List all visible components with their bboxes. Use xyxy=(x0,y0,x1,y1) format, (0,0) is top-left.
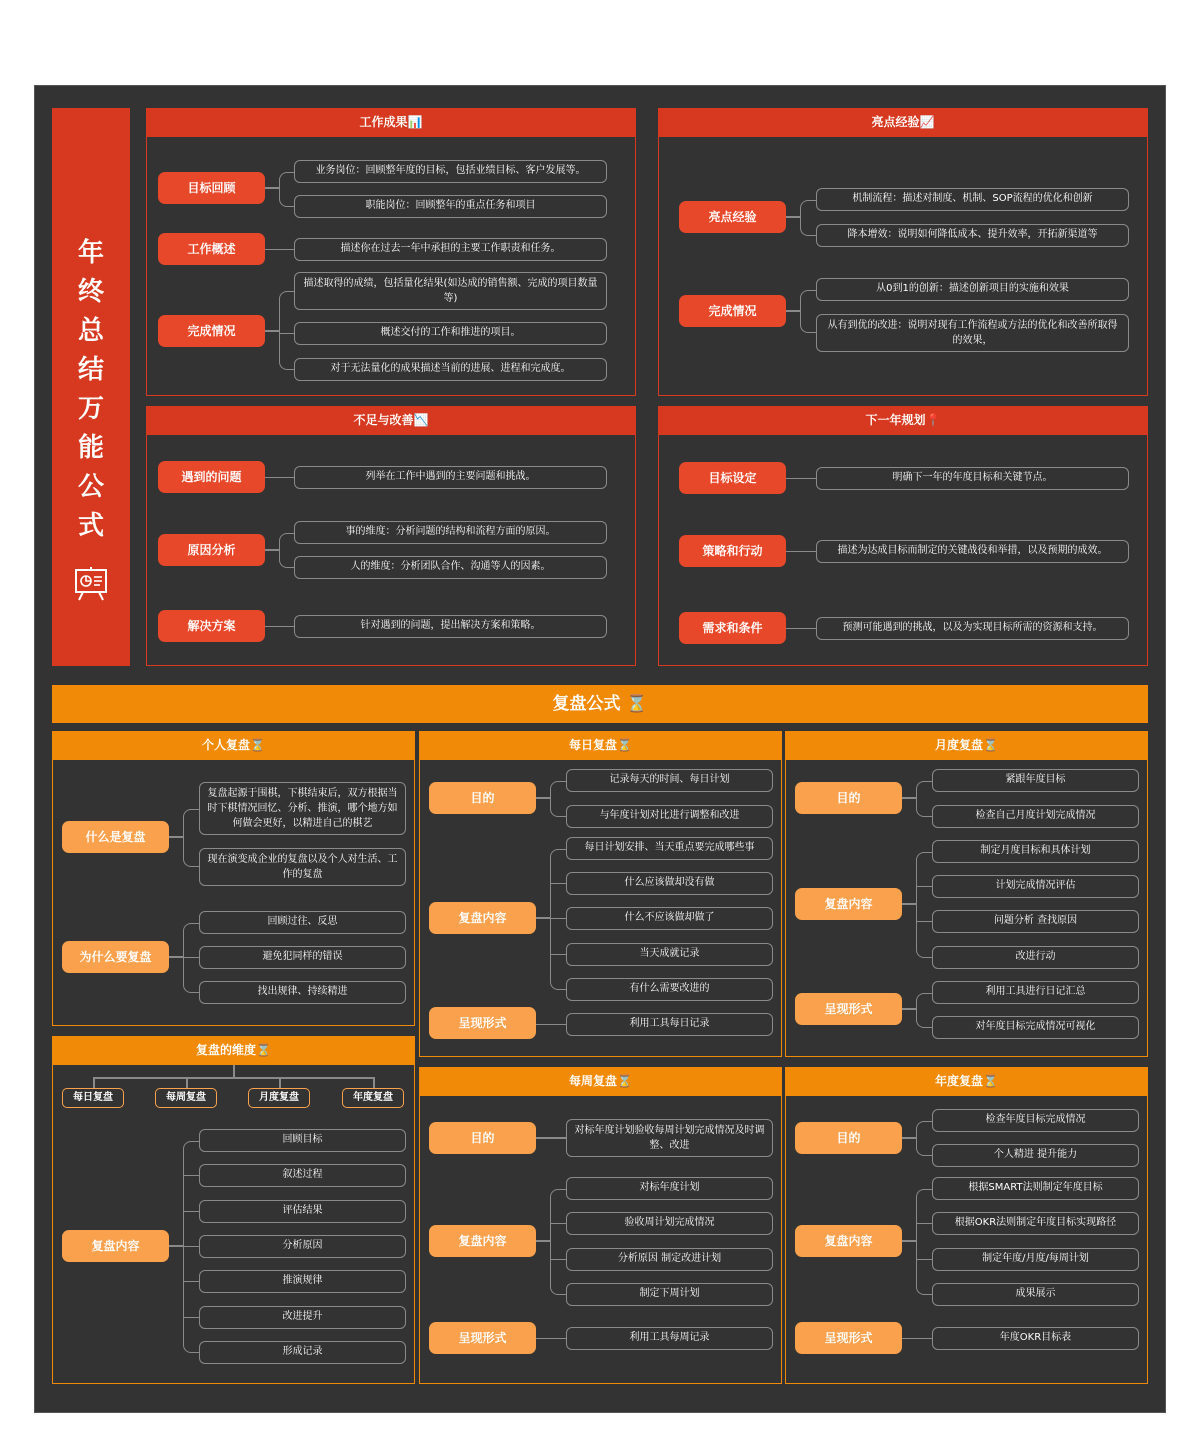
leaf-item: 改进行动 xyxy=(932,946,1139,969)
branch-node: 目的 xyxy=(429,1122,536,1154)
connector-line xyxy=(265,187,279,189)
connector-line xyxy=(902,797,916,799)
leaf-item: 利用工具进行日记汇总 xyxy=(932,981,1139,1004)
weekly-review-panel xyxy=(419,1067,782,1384)
connector-bracket xyxy=(916,852,932,958)
connector-line xyxy=(916,1259,932,1261)
connector-line xyxy=(550,883,566,885)
connector-line xyxy=(183,1211,199,1213)
work-results-panel xyxy=(146,108,636,396)
branch-node: 呈现形式 xyxy=(795,1322,902,1354)
branch-node: 复盘内容 xyxy=(429,902,536,934)
connector-bracket xyxy=(550,1189,566,1295)
leaf-item: 形成记录 xyxy=(199,1341,406,1364)
daily-review-panel xyxy=(419,731,782,1057)
connector-line xyxy=(93,1077,95,1088)
connector-line xyxy=(183,1281,199,1283)
connector-bracket xyxy=(279,172,294,207)
leaf-item: 描述你在过去一年中承担的主要工作职责和任务。 xyxy=(294,238,607,261)
connector-line xyxy=(169,956,183,958)
connector-bracket xyxy=(279,291,294,370)
branch-node: 呈现形式 xyxy=(429,1007,536,1039)
leaf-item: 避免犯同样的错误 xyxy=(199,946,406,969)
connector-line xyxy=(786,216,800,218)
leaf-item: 检查年度目标完成情况 xyxy=(932,1109,1139,1132)
leaf-item: 分析原因 制定改进计划 xyxy=(566,1248,773,1271)
connector-line xyxy=(265,477,294,479)
connector-line xyxy=(786,628,816,630)
connector-line xyxy=(902,1338,932,1340)
shortcomings-panel-title: 不足与改善📉 xyxy=(146,406,636,435)
review-dimension-panel xyxy=(52,1036,415,1384)
connector-line xyxy=(536,1240,550,1242)
yearly-review-panel xyxy=(785,1067,1148,1384)
leaf-item: 从有到优的改进：说明对现有工作流程或方法的优化和改善所取得的效果， xyxy=(816,314,1129,352)
connector-bracket xyxy=(916,1189,932,1295)
connector-line xyxy=(265,249,294,251)
leaf-item: 年度OKR目标表 xyxy=(932,1327,1139,1350)
connector-line xyxy=(536,1137,566,1139)
title-char: 万 xyxy=(77,394,104,424)
leaf-item: 降本增效：说明如何降低成本、提升效率，开拓新渠道等 xyxy=(816,224,1129,247)
connector-line xyxy=(183,1175,199,1177)
leaf-item: 每日计划安排、当天重点要完成哪些事 xyxy=(566,837,773,860)
connector-line xyxy=(916,886,932,888)
connector-line xyxy=(279,1077,281,1088)
leaf-item: 对标年度计划 xyxy=(566,1177,773,1200)
yearly-review-panel-title: 年度复盘⌛ xyxy=(785,1067,1148,1096)
leaf-item: 复盘起源于围棋，下棋结束后，双方根据当时下棋情况回忆、分析、推演，哪个地方如何做会更好，以精进自己的棋艺 xyxy=(199,782,406,835)
connector-bracket xyxy=(550,781,566,817)
connector-line xyxy=(183,957,199,959)
leaf-item: 回顾过往、反思 xyxy=(199,911,406,934)
connector-line xyxy=(233,1065,235,1078)
connector-line xyxy=(265,330,279,332)
leaf-item: 利用工具每周记录 xyxy=(566,1327,773,1350)
leaf-item: 根据OKR法则制定年度目标实现路径 xyxy=(932,1212,1139,1235)
dimension-item: 每周复盘 xyxy=(155,1088,217,1108)
connector-line xyxy=(786,478,816,480)
branch-node: 呈现形式 xyxy=(795,993,902,1025)
review-dimension-panel-title: 复盘的维度⌛ xyxy=(52,1036,415,1065)
connector-line xyxy=(916,1223,932,1225)
title-char: 总 xyxy=(77,316,104,346)
connector-line xyxy=(373,1077,375,1088)
branch-node: 目的 xyxy=(795,782,902,814)
leaf-item: 现在演变成企业的复盘以及个人对生活、工作的复盘 xyxy=(199,848,406,886)
connector-line xyxy=(183,1317,199,1319)
branch-node: 目的 xyxy=(429,782,536,814)
connector-line xyxy=(902,903,916,905)
branch-node: 遇到的问题 xyxy=(158,461,265,493)
leaf-item: 描述为达成目标而制定的关键战役和举措，以及预期的成效。 xyxy=(816,540,1129,563)
leaf-item: 机制流程：描述对制度、机制、SOP流程的优化和创新 xyxy=(816,188,1129,211)
connector-bracket xyxy=(916,993,932,1028)
connector-line xyxy=(550,954,566,956)
leaf-item: 对标年度计划验收每周计划完成情况及时调整、改进 xyxy=(566,1119,773,1157)
connector-line xyxy=(265,549,279,551)
leaf-item: 列举在工作中遇到的主要问题和挑战。 xyxy=(294,466,607,489)
leaf-item: 对年度目标完成情况可视化 xyxy=(932,1016,1139,1039)
leaf-item: 什么应该做却没有做 xyxy=(566,872,773,895)
title-char: 年 xyxy=(77,238,104,268)
connector-bracket xyxy=(916,781,932,817)
leaf-item: 计划完成情况评估 xyxy=(932,875,1139,898)
connector-bracket xyxy=(916,1121,932,1156)
leaf-item: 验收周计划完成情况 xyxy=(566,1212,773,1235)
monthly-review-panel-title: 月度复盘⌛ xyxy=(785,731,1148,760)
connector-line xyxy=(169,836,183,838)
connector-line xyxy=(183,1246,199,1248)
leaf-item: 叙述过程 xyxy=(199,1164,406,1187)
leaf-item: 制定年度/月度/每周计划 xyxy=(932,1248,1139,1271)
connector-line xyxy=(902,1008,916,1010)
branch-node: 复盘内容 xyxy=(429,1225,536,1257)
leaf-item: 与年度计划对比进行调整和改进 xyxy=(566,805,773,828)
branch-node: 解决方案 xyxy=(158,610,265,642)
personal-review-panel xyxy=(52,731,415,1026)
next-year-panel xyxy=(658,406,1148,666)
main-title xyxy=(52,234,130,546)
review-formula-banner: 复盘公式 ⌛ xyxy=(52,685,1148,723)
leaf-item: 当天成就记录 xyxy=(566,943,773,966)
branch-node: 复盘内容 xyxy=(795,1225,902,1257)
branch-node: 工作概述 xyxy=(158,233,265,265)
connector-line xyxy=(902,1137,916,1139)
connector-line xyxy=(536,1024,566,1026)
connector-line xyxy=(786,310,800,312)
connector-line xyxy=(550,1259,566,1261)
leaf-item: 紧跟年度目标 xyxy=(932,769,1139,792)
daily-review-panel-title: 每日复盘⌛ xyxy=(419,731,782,760)
leaf-item: 改进提升 xyxy=(199,1306,406,1329)
leaf-item: 针对遇到的问题，提出解决方案和策略。 xyxy=(294,615,607,638)
leaf-item: 推演规律 xyxy=(199,1270,406,1293)
leaf-item: 记录每天的时间、每日计划 xyxy=(566,769,773,792)
highlights-panel xyxy=(658,108,1148,396)
branch-node: 为什么要复盘 xyxy=(62,941,169,973)
branch-node: 需求和条件 xyxy=(679,612,786,644)
branch-node: 呈现形式 xyxy=(429,1322,536,1354)
connector-bracket xyxy=(183,809,199,868)
branch-node: 亮点经验 xyxy=(679,201,786,233)
weekly-review-panel-title: 每周复盘⌛ xyxy=(419,1067,782,1096)
leaf-item: 制定月度目标和具体计划 xyxy=(932,840,1139,863)
leaf-item: 根据SMART法则制定年度目标 xyxy=(932,1177,1139,1200)
connector-line xyxy=(169,1245,183,1247)
personal-review-panel-title: 个人复盘⌛ xyxy=(52,731,415,760)
leaf-item: 分析原因 xyxy=(199,1235,406,1258)
branch-node: 原因分析 xyxy=(158,534,265,566)
leaf-item: 回顾目标 xyxy=(199,1129,406,1152)
connector-line xyxy=(550,1223,566,1225)
leaf-item: 对于无法量化的成果描述当前的进展、进程和完成度。 xyxy=(294,358,607,381)
leaf-item: 预测可能遇到的挑战，以及为实现目标所需的资源和支持。 xyxy=(816,617,1129,640)
leaf-item: 找出规律、持续精进 xyxy=(199,981,406,1004)
presentation-chart-icon xyxy=(73,566,109,602)
dimension-item: 年度复盘 xyxy=(342,1088,404,1108)
connector-line xyxy=(550,918,566,920)
leaf-item: 问题分析 查找原因 xyxy=(932,910,1139,933)
connector-line xyxy=(265,626,294,628)
title-char: 式 xyxy=(77,511,104,541)
branch-node: 策略和行动 xyxy=(679,535,786,567)
branch-node: 目标回顾 xyxy=(158,172,265,204)
connector-bracket xyxy=(800,200,816,236)
branch-node: 完成情况 xyxy=(158,315,265,347)
leaf-item: 评估结果 xyxy=(199,1200,406,1223)
leaf-item: 描述取得的成绩，包括量化结果(如达成的销售额、完成的项目数量等) xyxy=(294,272,607,310)
branch-node: 目的 xyxy=(795,1122,902,1154)
title-char: 公 xyxy=(77,472,104,502)
dimension-item: 月度复盘 xyxy=(248,1088,310,1108)
connector-line xyxy=(536,917,550,919)
title-banner xyxy=(52,108,130,666)
shortcomings-panel xyxy=(146,406,636,666)
branch-node: 什么是复盘 xyxy=(62,821,169,853)
branch-node: 复盘内容 xyxy=(795,888,902,920)
next-year-panel-title: 下一年规划📍 xyxy=(658,406,1148,435)
branch-node: 完成情况 xyxy=(679,295,786,327)
connector-line xyxy=(186,1077,188,1088)
connector-bracket xyxy=(279,533,294,568)
connector-line xyxy=(902,1240,916,1242)
connector-line xyxy=(916,921,932,923)
title-char: 能 xyxy=(77,433,104,463)
leaf-item: 个人精进 提升能力 xyxy=(932,1144,1139,1167)
connector-line xyxy=(786,551,816,553)
leaf-item: 业务岗位：回顾整年度的目标，包括业绩目标、客户发展等。 xyxy=(294,160,607,183)
dimension-item: 每日复盘 xyxy=(62,1088,124,1108)
connector-line xyxy=(536,797,550,799)
connector-bracket xyxy=(800,290,816,334)
leaf-item: 明确下一年的年度目标和关键节点。 xyxy=(816,467,1129,490)
highlights-panel-title: 亮点经验📈 xyxy=(658,108,1148,137)
title-char: 终 xyxy=(77,277,104,307)
leaf-item: 职能岗位：回顾整年的重点任务和项目 xyxy=(294,195,607,218)
branch-node: 目标设定 xyxy=(679,462,786,494)
work-results-panel-title: 工作成果📊 xyxy=(146,108,636,137)
title-char: 结 xyxy=(77,355,104,385)
leaf-item: 人的维度：分析团队合作、沟通等人的因素。 xyxy=(294,556,607,579)
leaf-item: 事的维度：分析问题的结构和流程方面的原因。 xyxy=(294,521,607,544)
monthly-review-panel xyxy=(785,731,1148,1057)
leaf-item: 利用工具每日记录 xyxy=(566,1013,773,1036)
leaf-item: 什么不应该做却做了 xyxy=(566,907,773,930)
leaf-item: 成果展示 xyxy=(932,1283,1139,1306)
leaf-item: 概述交付的工作和推进的项目。 xyxy=(294,322,607,345)
leaf-item: 检查自己月度计划完成情况 xyxy=(932,805,1139,828)
connector-line xyxy=(536,1338,566,1340)
leaf-item: 制定下周计划 xyxy=(566,1283,773,1306)
leaf-item: 有什么需要改进的 xyxy=(566,978,773,1001)
leaf-item: 从0到1的创新：描述创新项目的实施和效果 xyxy=(816,278,1129,301)
connector-line xyxy=(279,333,294,335)
branch-node: 复盘内容 xyxy=(62,1230,169,1262)
